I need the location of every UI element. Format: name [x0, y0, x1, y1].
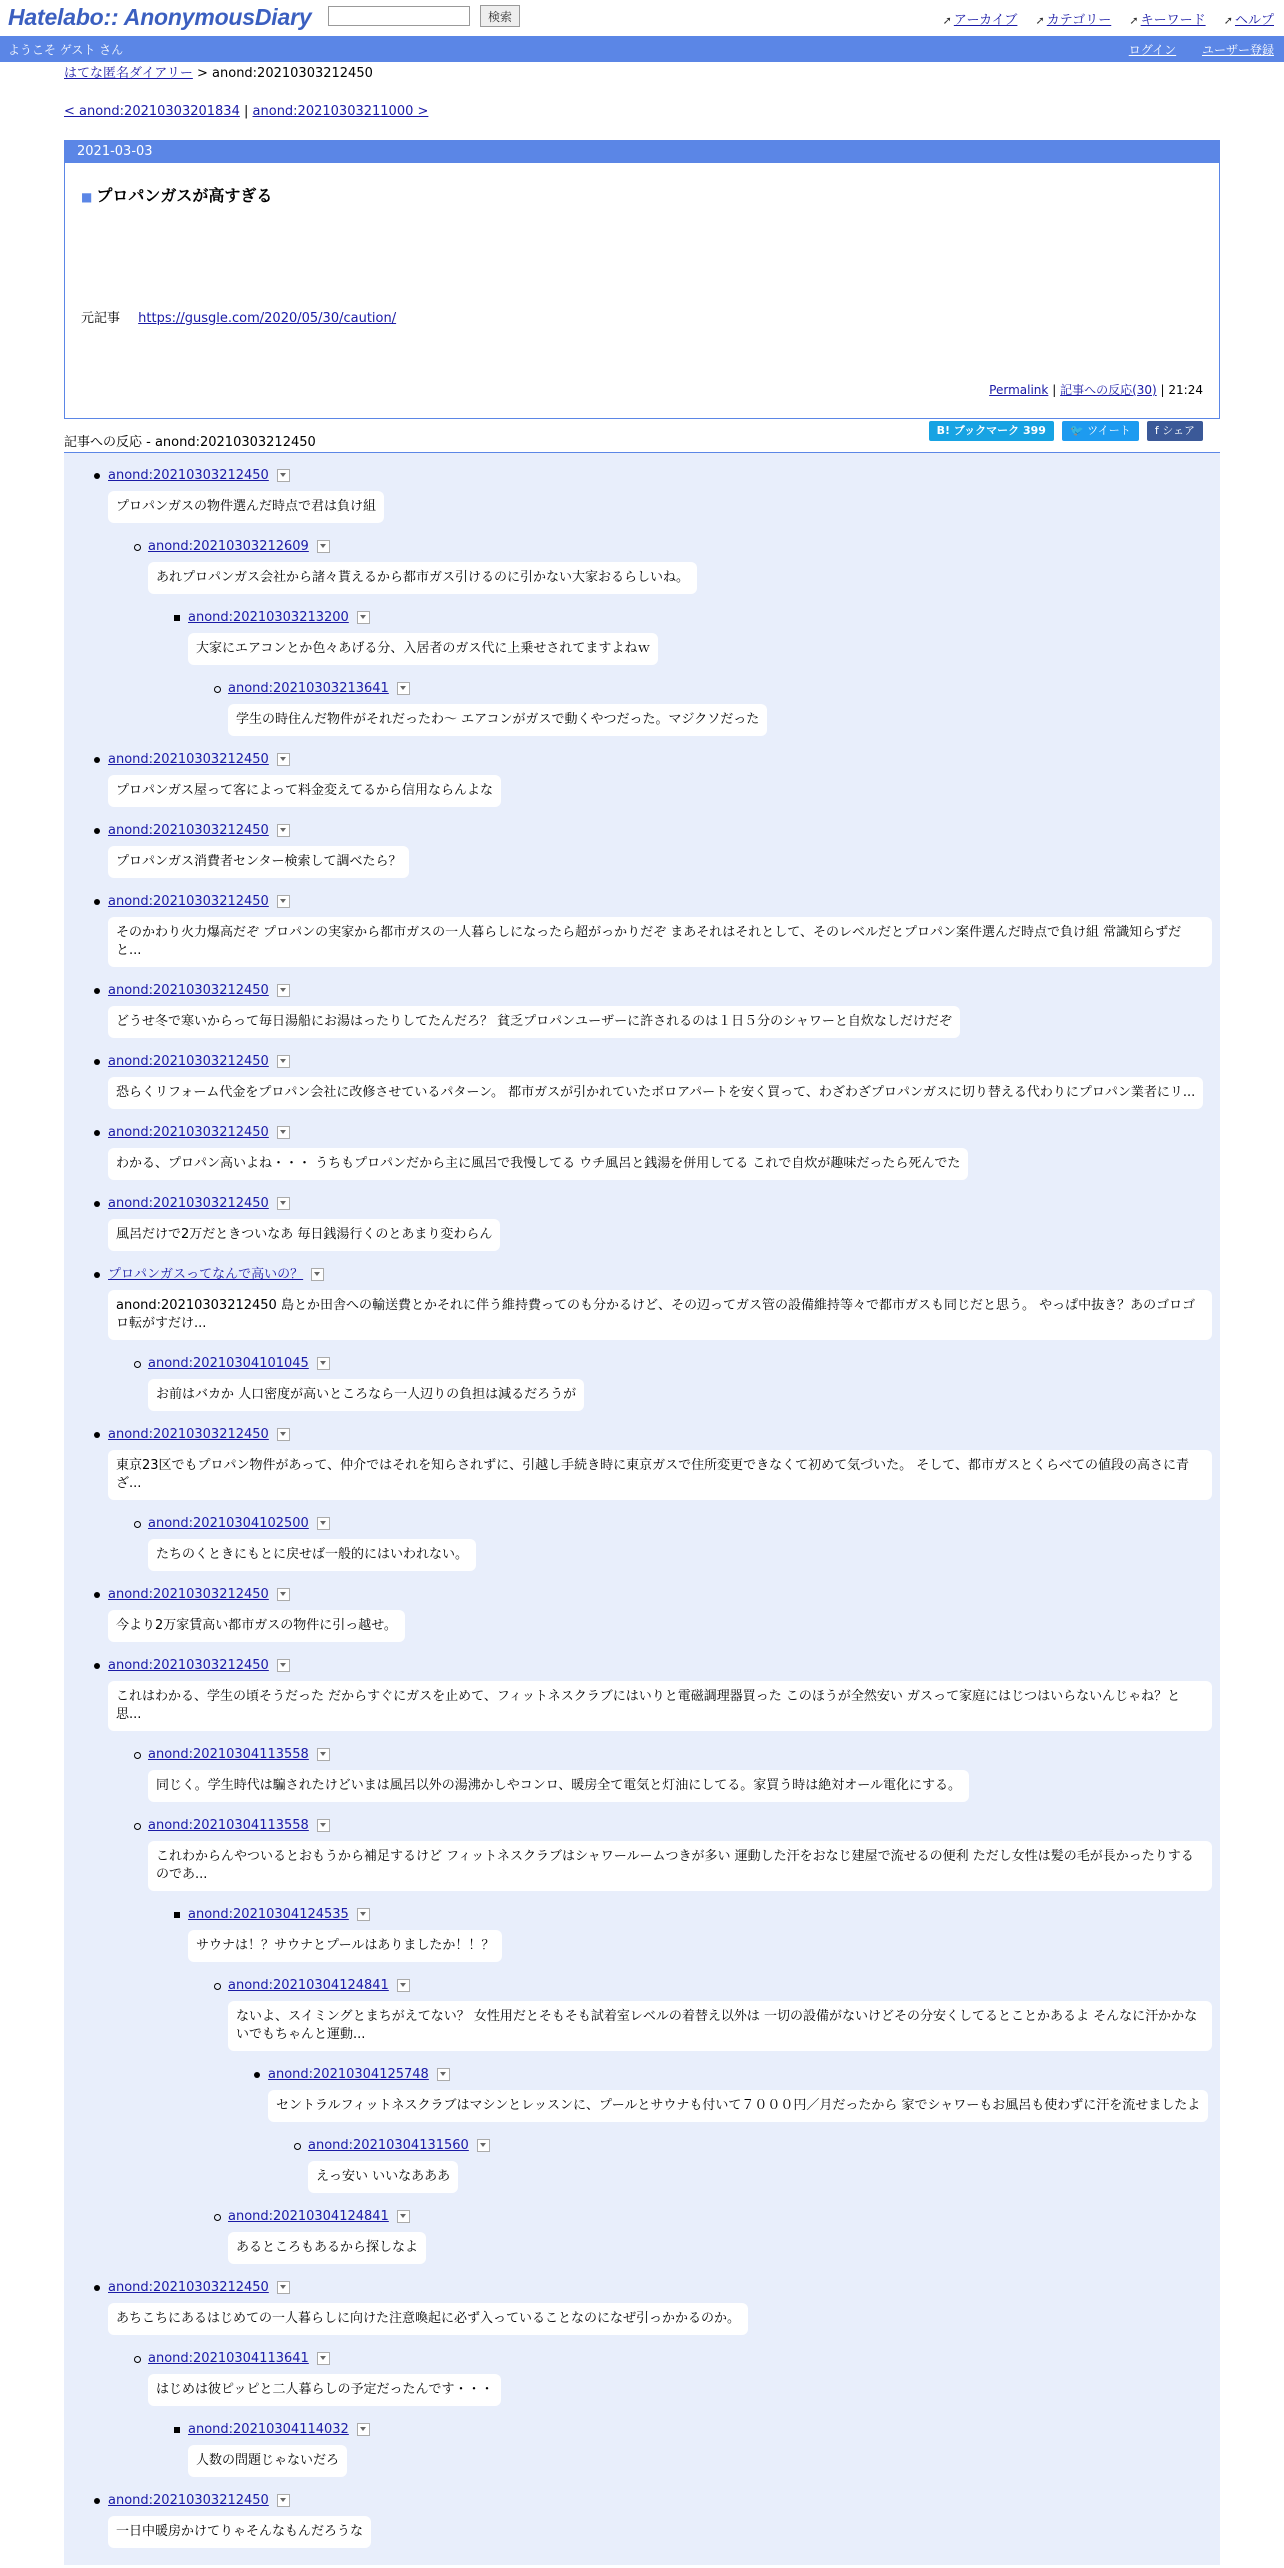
comment-header — [108, 820, 1220, 844]
comment-item — [148, 1513, 1220, 1571]
dropdown-toggle-icon[interactable] — [277, 753, 290, 766]
dropdown-toggle-icon[interactable] — [437, 2068, 450, 2081]
comment-item — [148, 1744, 1220, 1802]
entry-title — [81, 183, 1203, 206]
comment-id-link[interactable]: anond:20210303212450 — [108, 1587, 269, 1602]
square-icon[interactable]: ■ — [81, 190, 93, 204]
comment-header — [188, 1904, 1220, 1928]
comment-item — [108, 749, 1220, 807]
comment-header — [228, 2206, 1220, 2230]
comment-header — [148, 1744, 1220, 1768]
comment-id-link[interactable]: anond:20210303212450 — [108, 983, 269, 998]
comment-header — [148, 1815, 1220, 1839]
comment-item — [108, 1051, 1220, 1109]
tweet-label: ツイート — [1087, 424, 1131, 437]
nav-archive-link[interactable]: アーカイブ — [953, 13, 1018, 28]
bullet-icon — [94, 1201, 100, 1207]
comment-item — [228, 1975, 1220, 2051]
dropdown-toggle-icon[interactable] — [277, 1126, 290, 1139]
comment-children — [148, 1744, 1220, 2264]
comment-body: 風呂だけで2万だときついなあ 毎日銭湯行くのとあまり変わらん — [108, 1219, 500, 1251]
bullet-icon — [94, 2285, 100, 2291]
comment-id-link[interactable]: anond:20210304131560 — [308, 2138, 469, 2153]
comment-id-link[interactable]: anond:20210303213641 — [228, 681, 389, 696]
comment-body: サウナは！？サウナとプールはありましたか！！？ — [188, 1930, 502, 1962]
breadcrumb — [64, 62, 1220, 102]
comment-id-link[interactable]: anond:20210303212450 — [108, 1658, 269, 1673]
comment-id-link[interactable]: anond:20210303212450 — [108, 752, 269, 767]
dropdown-toggle-icon[interactable] — [357, 611, 370, 624]
comment-children — [188, 607, 1220, 736]
entry-title-text: プロパンガスが高すぎる — [96, 186, 273, 205]
comment-children — [188, 2419, 1220, 2477]
comment-body: anond:20210303212450 島とか田舎への輸送費とかそれに伴う維持費ってのも分かるけど、その辺ってガス管の設備維持等々で都市ガスも同じだと思う。 やっぱ中抜き？あのゴロゴロ転がすだけ... — [108, 1290, 1212, 1340]
comment-body: プロパンガス消費者センター検索して調べたら？ — [108, 846, 409, 878]
comment-header — [308, 2135, 1220, 2159]
dropdown-toggle-icon[interactable] — [277, 1197, 290, 1210]
bullet-icon — [94, 828, 100, 834]
comment-item — [108, 820, 1220, 878]
dropdown-toggle-icon[interactable] — [317, 1517, 330, 1530]
bullet-icon — [94, 899, 100, 905]
bullet-icon — [134, 1361, 141, 1368]
bullet-icon — [134, 1823, 141, 1830]
comment-id-link[interactable]: anond:20210303212609 — [148, 539, 309, 554]
nav-category-link[interactable]: カテゴリー — [1046, 13, 1112, 28]
bullet-icon — [94, 2498, 100, 2504]
comment-item — [188, 607, 1220, 665]
comment-id-link[interactable]: anond:20210303212450 — [108, 894, 269, 909]
comment-header — [108, 980, 1220, 1004]
comment-id-link[interactable]: anond:20210304113558 — [148, 1747, 309, 1762]
comment-id-link[interactable]: anond:20210303213200 — [188, 610, 349, 625]
hatena-bookmark-label: B! ブックマーク — [936, 424, 1020, 437]
dropdown-toggle-icon[interactable] — [397, 1979, 410, 1992]
comment-header — [108, 1051, 1220, 1075]
bullet-icon — [94, 988, 100, 994]
dropdown-toggle-icon[interactable] — [317, 540, 330, 553]
comment-item — [108, 1193, 1220, 1251]
comment-body: 大家にエアコンとか色々あげる分、入居者のガス代に上乗せされてますよねｗ — [188, 633, 658, 665]
auth-links — [1107, 41, 1274, 58]
comment-header — [108, 749, 1220, 773]
comment-id-link[interactable]: anond:20210304124535 — [188, 1907, 349, 1922]
comment-body: これわからんやついるとおもうから補足するけど フィットネスクラブはシャワールームつきが多い 運動した汗をおなじ建屋で流せるの便利 ただし女性は髪の毛が長かったりするのであ... — [148, 1841, 1212, 1891]
source-url-link[interactable]: https://gusgle.com/2020/05/30/caution/ — [138, 311, 397, 326]
comment-id-link[interactable]: anond:20210303212450 — [108, 823, 269, 838]
dropdown-toggle-icon[interactable] — [357, 2423, 370, 2436]
bullet-icon — [94, 757, 100, 763]
comment-header — [228, 1975, 1220, 1999]
register-link[interactable]: ユーザー登録 — [1201, 43, 1274, 57]
entry-source — [81, 307, 396, 326]
comment-body: プロパンガス屋って客によって料金変えてるから信用ならんよな — [108, 775, 501, 807]
bullet-icon — [94, 1130, 100, 1136]
comment-item — [188, 2419, 1220, 2477]
permalink-link[interactable]: Permalink — [989, 383, 1049, 397]
comment-body: そのかわり火力爆高だぞ プロパンの実家から都市ガスの一人暮らしになったら超がっかりだぞ まあそれはそれとして、そのレベルだとプロパン案件選んだ時点で負け組 常識知らずだと... — [108, 917, 1212, 967]
dropdown-toggle-icon[interactable] — [277, 2494, 290, 2507]
nav-help-link[interactable]: ヘルプ — [1234, 13, 1274, 28]
pager-divider: | — [244, 104, 249, 119]
facebook-icon: f — [1154, 424, 1159, 437]
comment-header — [108, 465, 1220, 489]
comment-children — [148, 536, 1220, 736]
comment-id-link[interactable]: anond:20210304101045 — [148, 1356, 309, 1371]
breadcrumb-current: anond:20210303212450 — [212, 66, 373, 81]
tweet-button[interactable] — [1062, 421, 1139, 441]
entry-box — [64, 140, 1220, 437]
facebook-share-button[interactable] — [1147, 421, 1203, 441]
comment-id-link[interactable]: anond:20210303212450 — [108, 1196, 269, 1211]
comment-item — [148, 1815, 1220, 1891]
bullet-icon — [174, 615, 180, 621]
comment-body: たちのくときにもとに戻せば一般的にはいわれない。 — [148, 1539, 476, 1571]
comment-id-link[interactable]: anond:20210304114032 — [188, 2422, 349, 2437]
comment-body: セントラルフィットネスクラブはマシンとレッスンに、プールとサウナも付いて７０００円／月だったから 家でシャワーもお風呂も使わずに汗を流せましたよ — [268, 2090, 1208, 2122]
comment-children — [148, 1353, 1220, 1411]
comment-item — [148, 1353, 1220, 1411]
bullet-icon — [134, 1521, 141, 1528]
comment-header — [268, 2064, 1220, 2088]
dropdown-toggle-icon[interactable] — [357, 1908, 370, 1921]
share-buttons — [925, 421, 1203, 441]
comment-header — [108, 1584, 1220, 1608]
dropdown-toggle-icon[interactable] — [277, 1588, 290, 1601]
share-label: シェア — [1162, 424, 1195, 437]
bullet-icon — [134, 1752, 141, 1759]
entry-time: 21:24 — [1168, 383, 1203, 397]
dropdown-toggle-icon[interactable] — [317, 2352, 330, 2365]
comment-body: お前はバカか 人口密度が高いところなら一人辺りの負担は減るだろうが — [148, 1379, 584, 1411]
hatena-bookmark-button[interactable] — [929, 421, 1054, 441]
bullet-icon — [94, 1663, 100, 1669]
comment-body: あちこちにあるはじめての一人暮らしに向けた注意喚起に必ず入っていることなのになぜ引っかかるのか。 — [108, 2303, 748, 2335]
comment-header — [108, 2490, 1220, 2514]
comment-item — [308, 2135, 1220, 2193]
comment-body: わかる、プロパン高いよね・・・ うちもプロパンだから主に風呂で我慢してる ウチ風呂と銭湯を併用してる これで自炊が趣味だったら死んでた — [108, 1148, 968, 1180]
bullet-icon — [94, 1272, 100, 1278]
comment-children — [188, 1904, 1220, 2264]
dropdown-toggle-icon[interactable] — [277, 1055, 290, 1068]
comment-body: 一日中暖房かけてりゃそんなもんだろうな — [108, 2516, 371, 2548]
comment-children — [268, 2064, 1220, 2193]
comment-id-link[interactable]: anond:20210303212450 — [108, 2280, 269, 2295]
dropdown-toggle-icon[interactable] — [477, 2139, 490, 2152]
comment-body: えっ安い いいなあああ — [308, 2161, 458, 2193]
arrow-icon: ➚ — [942, 14, 952, 27]
comment-item — [108, 2277, 1220, 2335]
arrow-icon: ➚ — [1223, 14, 1233, 27]
comment-header — [108, 1122, 1220, 1146]
comment-header — [188, 607, 1220, 631]
comment-body: どうせ冬で寒いからって毎日湯船にお湯はったりしてたんだろ？ 貧乏プロパンユーザーに許されるのは１日５分のシャワーと自炊なしだけだぞ — [108, 1006, 960, 1038]
comment-item — [108, 1584, 1220, 1642]
comment-id-link[interactable]: anond:20210304125748 — [268, 2067, 429, 2082]
bullet-icon — [174, 1912, 180, 1918]
twitter-bird-icon: 🐦 — [1070, 424, 1084, 437]
comment-children — [308, 2135, 1220, 2193]
meta-divider: | — [1160, 383, 1165, 397]
dropdown-toggle-icon[interactable] — [277, 1659, 290, 1672]
next-entry-link[interactable]: anond:20210303211000 > — [252, 104, 429, 119]
comment-id-link[interactable]: anond:20210304124841 — [228, 1978, 389, 1993]
comment-item — [108, 980, 1220, 1038]
dropdown-toggle-icon[interactable] — [277, 469, 290, 482]
comment-children — [228, 678, 1220, 736]
search-button[interactable]: 検索 — [480, 5, 520, 27]
comment-id-link[interactable]: anond:20210304113558 — [148, 1818, 309, 1833]
comment-header — [188, 2419, 1220, 2443]
login-link[interactable]: ログイン — [1128, 43, 1177, 57]
dropdown-toggle-icon[interactable] — [311, 1268, 324, 1281]
comment-header — [148, 536, 1220, 560]
comment-body: はじめは彼ピッピと二人暮らしの予定だったんです・・・ — [148, 2374, 501, 2406]
comment-id-link[interactable]: anond:20210303212450 — [108, 1427, 269, 1442]
dropdown-toggle-icon[interactable] — [397, 2210, 410, 2223]
arrow-icon: ➚ — [1035, 14, 1045, 27]
entry-body — [65, 163, 1219, 437]
comment-item — [108, 1122, 1220, 1180]
dropdown-toggle-icon[interactable] — [397, 682, 410, 695]
bullet-icon — [294, 2143, 301, 2150]
comment-header — [108, 2277, 1220, 2301]
comment-body: これはわかる、学生の頃そうだった だからすぐにガスを止めて、フィットネスクラブにはいりと電磁調理器買った このほうが全然安い ガスって家庭にはじつはいらないんじゃね？と思... — [108, 1681, 1212, 1731]
bullet-icon — [94, 1059, 100, 1065]
bullet-icon — [134, 544, 141, 551]
bullet-icon — [254, 2072, 260, 2078]
meta-divider: | — [1052, 383, 1057, 397]
source-label: 元記事 — [81, 311, 121, 326]
comment-id-link[interactable]: anond:20210303212450 — [108, 1054, 269, 1069]
comment-header — [228, 678, 1220, 702]
pager — [64, 104, 1220, 140]
comment-header — [108, 891, 1220, 915]
bullet-icon — [174, 2427, 180, 2433]
bullet-icon — [94, 1432, 100, 1438]
comment-body: 恐らくリフォーム代金をプロパン会社に改修させているパターン。 都市ガスが引かれていたボロアパートを安く買って、わざわざプロパンガスに切り替える代わりにプロパン業者にリ... — [108, 1077, 1203, 1109]
comment-id-link[interactable]: anond:20210303212450 — [108, 1125, 269, 1140]
dropdown-toggle-icon[interactable] — [277, 824, 290, 837]
comment-body: あるところもあるから探しなよ — [228, 2232, 426, 2264]
comment-id-link[interactable]: anond:20210303212450 — [108, 468, 269, 483]
comment-id-link[interactable]: プロパンガスってなんで高いの？ — [108, 1267, 304, 1282]
comment-header — [108, 1424, 1220, 1448]
comment-children — [228, 1975, 1220, 2264]
comment-tree — [64, 453, 1220, 2565]
dropdown-toggle-icon[interactable] — [277, 984, 290, 997]
bookmark-count: 399 — [1022, 424, 1046, 437]
dropdown-toggle-icon[interactable] — [317, 1357, 330, 1370]
comment-item — [148, 536, 1220, 594]
comment-body: 同じく。学生時代は騙されたけどいまは風呂以外の湯沸かしやコンロ、暖房全て電気と灯油にしてる。家買う時は絶対オール電化にする。 — [148, 1770, 969, 1802]
comment-header — [108, 1193, 1220, 1217]
entry-date: 2021-03-03 — [65, 141, 1219, 163]
comment-header — [148, 1513, 1220, 1537]
comment-item — [108, 891, 1220, 967]
welcome-text: ようこそ ゲスト さん — [8, 43, 124, 57]
comment-body: 東京23区でもプロパン物件があって、仲介ではそれを知らされずに、引越し手続き時に東京ガスで住所変更できなくて初めて気づいた。 そして、都市ガスとくらべての値段の高さに青ざ... — [108, 1450, 1212, 1500]
comment-item — [108, 2490, 1220, 2548]
comment-body: 学生の時住んだ物件がそれだったわ〜 エアコンがガスで動くやつだった。マジクソだった — [228, 704, 767, 736]
comment-header — [108, 1264, 1220, 1288]
prev-entry-link[interactable]: < anond:20210303201834 — [64, 104, 240, 119]
comment-item — [108, 1264, 1220, 1340]
comment-id-link[interactable]: anond:20210304113641 — [148, 2351, 309, 2366]
comment-body: 今より2万家賃高い都市ガスの物件に引っ越せ。 — [108, 1610, 405, 1642]
site-header — [0, 0, 1284, 36]
bullet-icon — [214, 2214, 221, 2221]
dropdown-toggle-icon[interactable] — [277, 2281, 290, 2294]
comment-id-link[interactable]: anond:20210303212450 — [108, 2493, 269, 2508]
dropdown-toggle-icon[interactable] — [317, 1819, 330, 1832]
comment-body: プロパンガスの物件選んだ時点で君は負け組 — [108, 491, 384, 523]
comment-children — [148, 1513, 1220, 1571]
comment-item — [188, 1904, 1220, 1962]
comment-item — [108, 1424, 1220, 1500]
comment-item — [228, 2206, 1220, 2264]
bullet-icon — [214, 1983, 221, 1990]
comment-item — [148, 2348, 1220, 2406]
comment-item — [268, 2064, 1220, 2122]
bullet-icon — [214, 686, 221, 693]
nav-keyword-link[interactable]: キーワード — [1140, 13, 1206, 28]
arrow-icon: ➚ — [1129, 14, 1139, 27]
comment-body: 人数の問題じゃないだろ — [188, 2445, 347, 2477]
comment-header — [148, 1353, 1220, 1377]
comment-id-link[interactable]: anond:20210304102500 — [148, 1516, 309, 1531]
comment-item — [108, 1655, 1220, 1731]
comment-item — [108, 465, 1220, 523]
bullet-icon — [134, 2356, 141, 2363]
comment-id-link[interactable]: anond:20210304124841 — [228, 2209, 389, 2224]
entry-meta — [989, 381, 1203, 398]
reactions-link[interactable]: 記事への反応(30) — [1060, 383, 1157, 397]
comment-children — [148, 2348, 1220, 2477]
comment-header — [148, 2348, 1220, 2372]
breadcrumb-home-link[interactable]: はてな匿名ダイアリー — [64, 66, 193, 81]
dropdown-toggle-icon[interactable] — [277, 1428, 290, 1441]
bullet-icon — [94, 473, 100, 479]
comment-item — [228, 678, 1220, 736]
breadcrumb-separator: > — [196, 66, 208, 81]
dropdown-toggle-icon[interactable] — [317, 1748, 330, 1761]
main-content — [64, 62, 1220, 2565]
comment-header — [108, 1655, 1220, 1679]
reactions-heading: 記事への反応 - anond:20210303212450 — [64, 431, 1220, 453]
comment-body: あれプロパンガス会社から諸々貰えるから都市ガス引けるのに引かない大家おるらしいね。 — [148, 562, 697, 594]
welcome-bar — [0, 36, 1284, 62]
bullet-icon — [94, 1592, 100, 1598]
top-nav — [929, 9, 1274, 28]
site-logo[interactable]: Hatelabo:: AnonymousDiary — [8, 4, 312, 30]
comment-body: ないよ、スイミングとまちがえてない？ 女性用だとそもそも試着室レベルの着替え以外は 一切の設備がないけどその分安くしてるとことかあるよ そんなに汗かかないでもちゃんと運動... — [228, 2001, 1212, 2051]
search-input[interactable] — [328, 6, 470, 26]
dropdown-toggle-icon[interactable] — [277, 895, 290, 908]
